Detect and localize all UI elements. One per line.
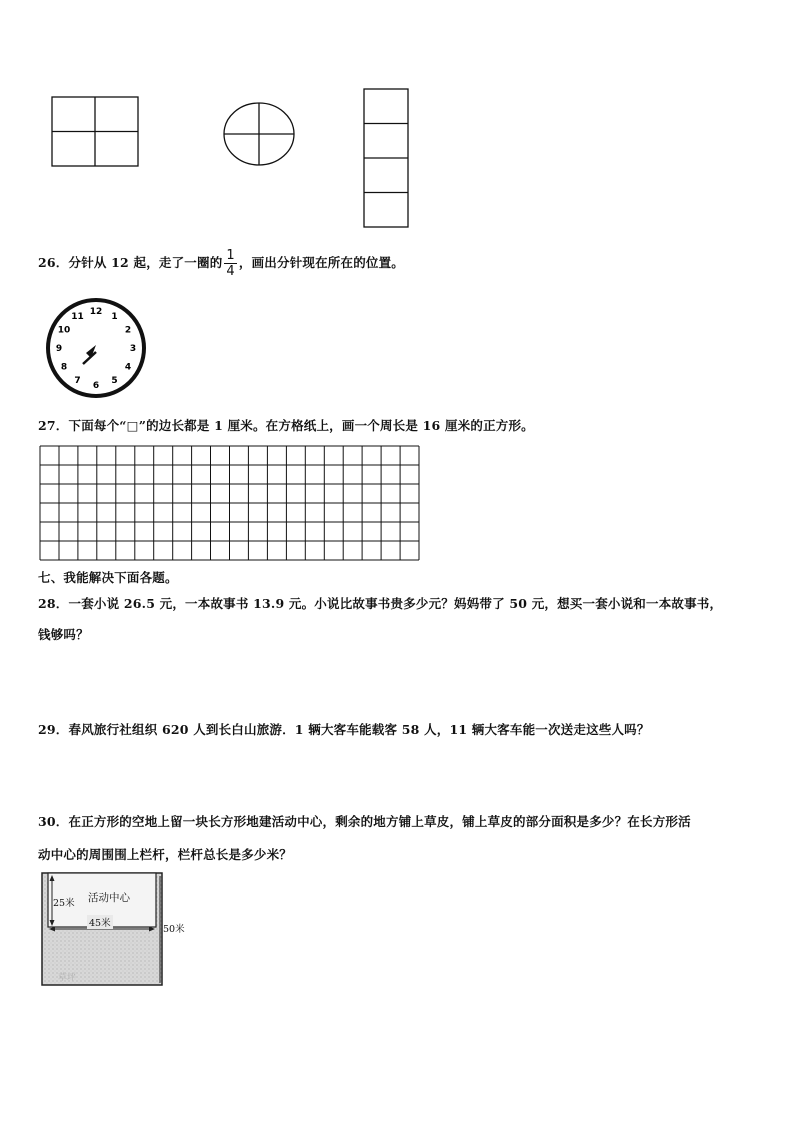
question-30-line-1: 30．在正方形的空地上留一块长方形地建活动中心，剩余的地方铺上草皮，铺上草皮的部分面积是多少？在长方形活: [38, 814, 691, 829]
fraction-numerator: 1: [226, 248, 235, 263]
clock-number-3: 3: [129, 344, 137, 355]
clock-number-5: 5: [111, 376, 118, 387]
side-50m-label: 50米: [163, 924, 185, 935]
lawn-label: 草坪: [58, 973, 77, 983]
clock-number-8: 8: [60, 362, 68, 373]
clock-number-12: 12: [89, 307, 103, 318]
clock-number-2: 2: [124, 325, 132, 336]
clock-number-1: 1: [111, 312, 118, 323]
question-28-line-2: 钱够吗？: [38, 627, 89, 642]
question-29: 29．春风旅行社组织 620 人到长白山旅游．1 辆大客车能载客 58 人，11 辆大客车能一次送走这些人吗？: [38, 722, 650, 737]
activity-center-label: 活动中心: [88, 892, 130, 904]
clock-number-6: 6: [92, 381, 100, 392]
question-26-prefix: 26．分针从 12 起，走了一圈的: [38, 255, 223, 270]
clock-number-4: 4: [124, 362, 132, 373]
fraction-denominator: 4: [226, 264, 235, 279]
width-45m-label: 45米: [87, 915, 113, 929]
question-27: 27．下面每个“□”的边长都是 1 厘米。在方格纸上，画一个周长是 16 厘米的正方形。: [38, 418, 534, 433]
clock-number-7: 7: [74, 376, 81, 387]
clock-number-11: 11: [71, 312, 84, 323]
question-26-suffix: ，画出分针现在所在的位置。: [238, 255, 404, 270]
height-25m-label: 25米: [53, 895, 75, 909]
question-28-line-1: 28．一套小说 26.5 元，一本故事书 13.9 元。小说比故事书贵多少元？妈妈带了 50 元，想买一套小说和一本故事书，: [38, 596, 723, 611]
clock-number-9: 9: [55, 344, 63, 355]
question-30-line-2: 动中心的周围围上栏杆，栏杆总长是多少米？: [38, 847, 293, 862]
clock-number-10: 10: [57, 325, 71, 336]
section-7-heading: 七、我能解决下面各题。: [38, 570, 178, 585]
